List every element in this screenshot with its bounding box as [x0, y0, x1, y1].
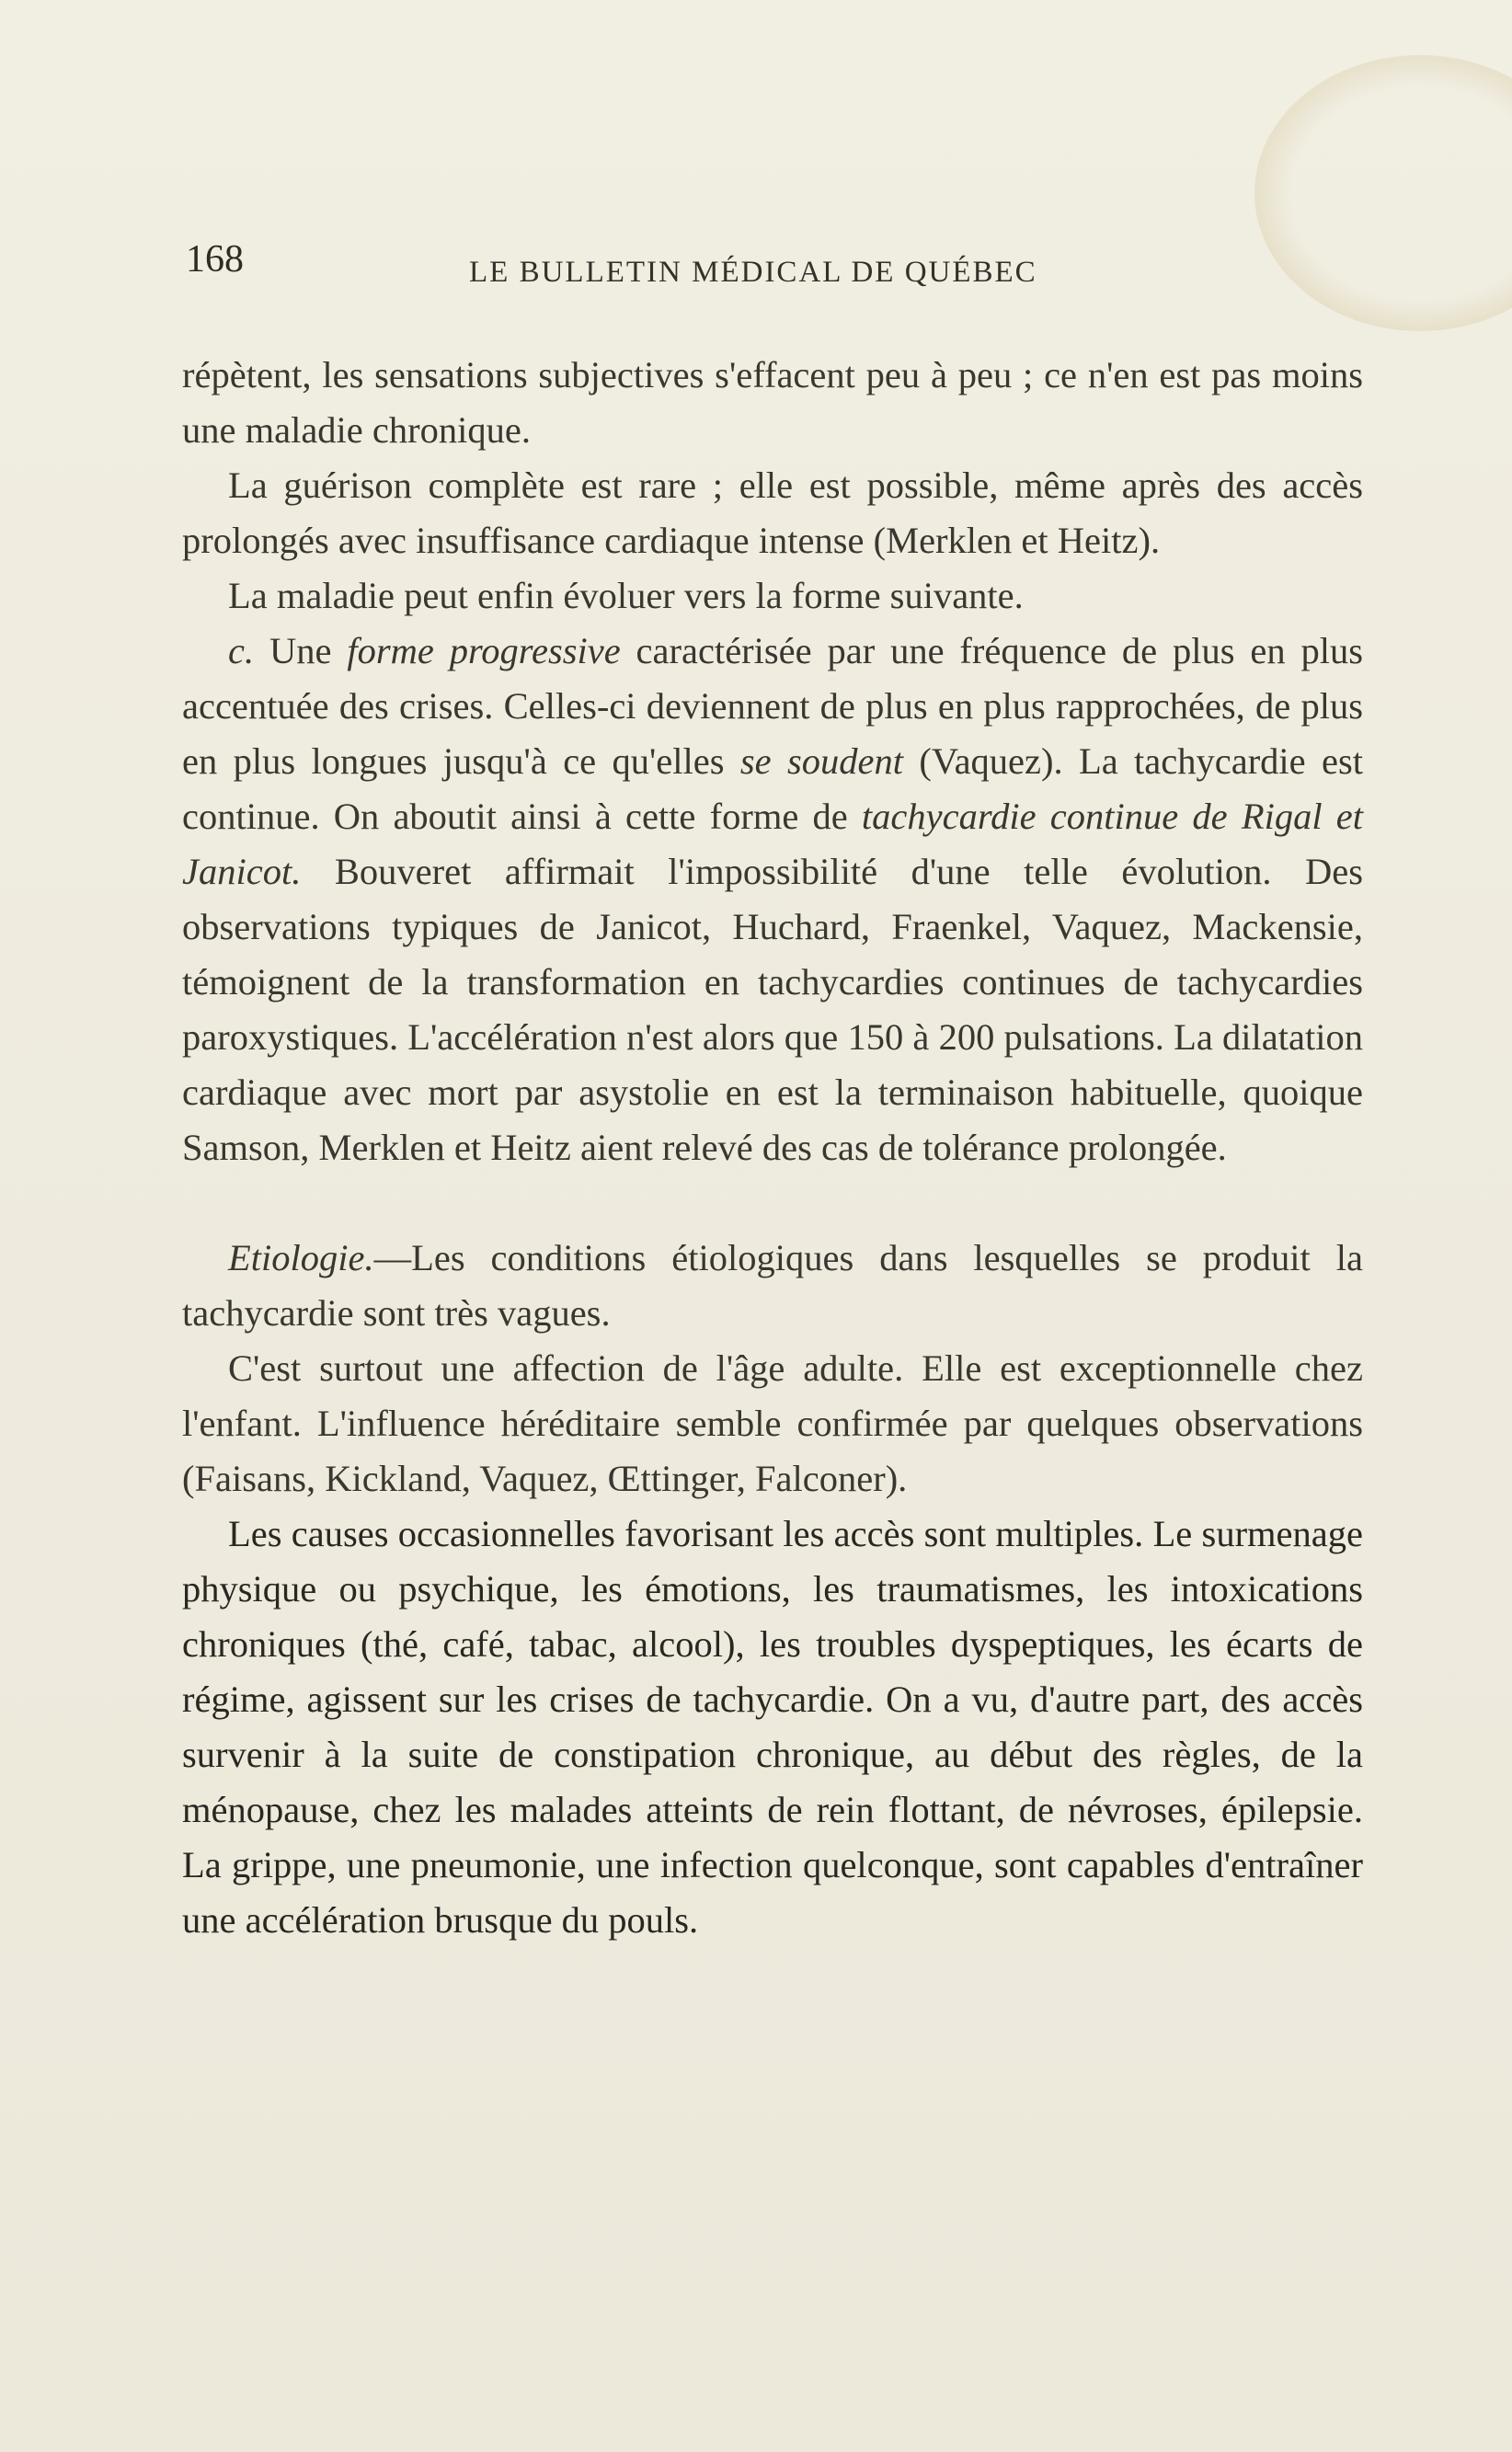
paragraph-forme-progressive	[182, 624, 1363, 1175]
emphasis: tachycardie continue de Rigal et Janicot.	[182, 796, 1364, 892]
text-run: (Vaquez). La tachycardie est continue. On aboutit ainsi à cette forme de	[182, 740, 1364, 837]
text-run: Bouveret affirmait l'impossibilité d'une telle évolution. Des observations typiques de Janicot, Huchard, Fraenkel, Vaquez, Mackensie, témoignent de la transformation en tachycardies continues de tachycardies paroxystiques. L'accélération n'est alors que 150 à 200 pulsations. La dilatation cardiaque avec mort par asystolie en est la terminaison habituelle, quoique Samson, Merklen et Heitz aient relevé des cas de tolérance prolongée.	[182, 851, 1364, 1168]
emphasis: forme progressive	[347, 630, 621, 671]
paragraph-etiologie	[182, 1231, 1363, 1341]
page-header	[186, 237, 1363, 292]
paragraph: C'est surtout une affection de l'âge adulte. Elle est exceptionnelle chez l'enfant. L'influence héréditaire semble confirmée par quelques observations (Faisans, Kickland, Vaquez, Œttinger, Falconer).	[182, 1347, 1363, 1499]
text-run: caractérisée par une fréquence de plus en plus accentuée des crises. Celles-ci deviennent de plus en plus rapprochées, de plus en plus longues jusqu'à ce qu'elles	[182, 630, 1363, 782]
list-label: c.	[228, 630, 255, 671]
section-gap	[182, 1175, 1363, 1231]
emphasis: se soudent	[739, 740, 903, 782]
body-text	[182, 348, 1363, 1948]
text-run: —Les conditions étiologiques dans lesquelles se produit la tachycardie sont très vagues.	[182, 1237, 1363, 1334]
section-heading: Etiologie.	[228, 1237, 374, 1278]
paragraph: La maladie peut enfin évoluer vers la forme suivante.	[228, 575, 1024, 616]
paragraph: Les causes occasionnelles favorisant les accès sont multiples. Le surmenage physique ou psychique, les émotions, les traumatismes, les intoxications chroniques (thé, café, tabac, alcool), les troubles dyspeptiques, les écarts de régime, agissent sur les crises de tachycardie. On a vu, d'autre part, des accès survenir à la suite de constipation chronique, au début des règles, de la ménopause, chez les malades atteints de rein flottant, de névroses, épilepsie. La grippe, une pneumonie, une infection quelconque, sont capables d'entraîner une accélération brusque du pouls.	[182, 1513, 1363, 1941]
paragraph: répètent, les sensations subjectives s'effacent peu à peu ; ce n'en est pas moins une maladie chronique.	[182, 354, 1363, 451]
page-number: 168	[186, 238, 244, 281]
text-run: Une	[269, 630, 332, 671]
paragraph: La guérison complète est rare ; elle est possible, même après des accès prolongés avec insuffisance cardiaque intense (Merklen et Heitz).	[182, 464, 1363, 561]
running-title: LE BULLETIN MÉDICAL DE QUÉBEC	[469, 256, 1037, 289]
